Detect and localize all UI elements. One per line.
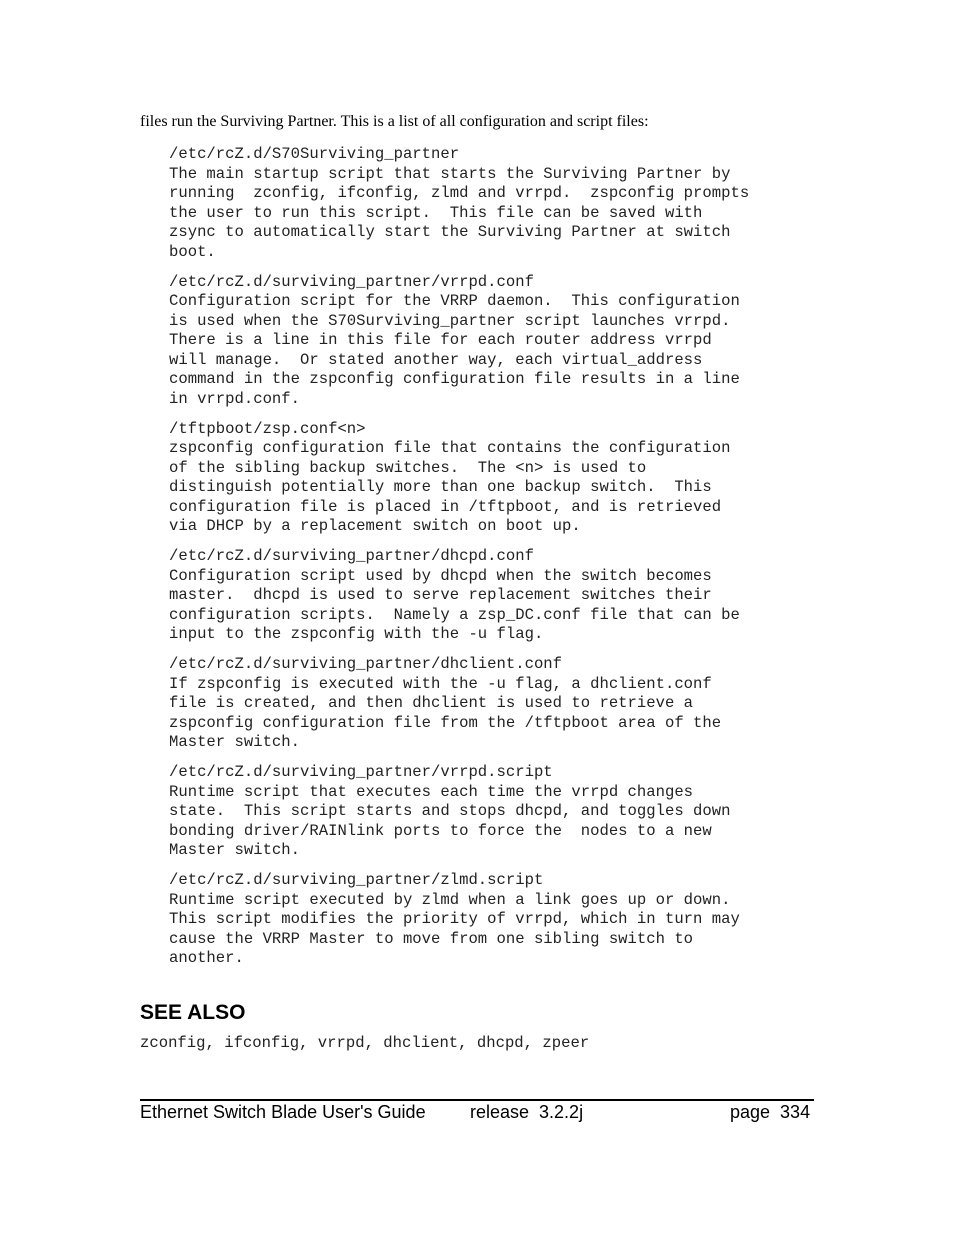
file-path: /etc/rcZ.d/surviving_partner/vrrpd.conf: [169, 272, 534, 291]
file-entry: [169, 871, 869, 969]
file-description-line: command in the zspconfig configuration file results in a line: [169, 370, 740, 388]
file-entry: [169, 547, 869, 645]
file-description-line: If zspconfig is executed with the -u flag, a dhclient.conf: [169, 674, 712, 693]
file-description-line: boot.: [169, 242, 216, 261]
file-list: [169, 145, 869, 979]
file-entry: [169, 763, 869, 861]
file-description-line: zspconfig configuration file from the /tftpboot area of the: [169, 713, 722, 732]
footer-release: release 3.2.2j: [470, 1102, 584, 1122]
file-description-line: Runtime script that executes each time the vrrpd changes: [169, 782, 694, 801]
file-description-line: in vrrpd.conf.: [169, 389, 301, 408]
file-description-line: via DHCP by a replacement switch on boot up.: [169, 517, 581, 535]
file-path: /etc/rcZ.d/surviving_partner/vrrpd.script: [169, 763, 553, 781]
file-path: /etc/rcZ.d/S70Surviving_partner: [169, 145, 460, 163]
file-entry: [169, 145, 869, 262]
file-description-line: Master switch.: [169, 841, 301, 859]
file-description-line: zsync to automatically start the Surviving Partner at switch: [169, 223, 731, 241]
see-also-commands: zconfig, ifconfig, vrrpd, dhclient, dhcpd, zpeer: [140, 1034, 590, 1052]
file-description-line: input to the zspconfig with the -u flag.: [169, 625, 544, 643]
file-description-line: configuration file is placed in /tftpboot, and is retrieved: [169, 497, 722, 516]
intro-paragraph: files run the Surviving Partner. This is a list of all configuration and script files:: [140, 113, 649, 130]
file-description-line: running zconfig, ifconfig, zlmd and vrrpd. zspconfig prompts: [169, 184, 750, 202]
file-description-line: Master switch.: [169, 733, 301, 751]
file-description-line: is used when the S70Surviving_partner script launches vrrpd.: [169, 311, 731, 330]
footer-guide-title: Ethernet Switch Blade User's Guide: [140, 1102, 426, 1122]
file-description-line: will manage. Or stated another way, each virtual_address: [169, 350, 703, 369]
file-description-line: zspconfig configuration file that contains the configuration: [169, 439, 731, 457]
file-description-line: file is created, and then dhclient is used to retrieve a: [169, 694, 694, 712]
file-description-line: configuration scripts. Namely a zsp_DC.conf file that can be: [169, 605, 740, 624]
file-description-line: There is a line in this file for each router address vrrpd: [169, 331, 712, 349]
file-description-line: master. dhcpd is used to serve replacement switches their: [169, 586, 712, 604]
file-path: /etc/rcZ.d/surviving_partner/dhcpd.conf: [169, 547, 534, 565]
file-description-line: distinguish potentially more than one backup switch. This: [169, 478, 712, 496]
file-path: /etc/rcZ.d/surviving_partner/dhclient.conf: [169, 655, 563, 673]
see-also-heading: SEE ALSO: [140, 1001, 246, 1024]
file-path: /etc/rcZ.d/surviving_partner/zlmd.script: [169, 871, 544, 889]
file-description-line: Configuration script for the VRRP daemon. This configuration: [169, 292, 740, 310]
file-entry: [169, 420, 869, 537]
file-description-line: This script modifies the priority of vrrpd, which in turn may: [169, 910, 740, 928]
file-description-line: cause the VRRP Master to move from one sibling switch to: [169, 929, 694, 948]
footer-page-number: page 334: [730, 1102, 811, 1122]
file-description-line: another.: [169, 949, 244, 967]
file-description-line: bonding driver/RAINlink ports to force the nodes to a new: [169, 821, 712, 840]
file-description-line: Configuration script used by dhcpd when the switch becomes: [169, 566, 712, 585]
file-description-line: The main startup script that starts the Surviving Partner by: [169, 164, 731, 183]
file-path: /tftpboot/zsp.conf<n>: [169, 419, 366, 438]
file-description-line: state. This script starts and stops dhcpd, and toggles down: [169, 802, 731, 820]
file-entry: [169, 655, 869, 753]
file-description-line: Runtime script executed by zlmd when a link goes up or down.: [169, 890, 731, 909]
file-description-line: of the sibling backup switches. The <n> is used to: [169, 458, 647, 477]
file-description-line: the user to run this script. This file can be saved with: [169, 203, 703, 222]
file-entry: [169, 273, 869, 410]
